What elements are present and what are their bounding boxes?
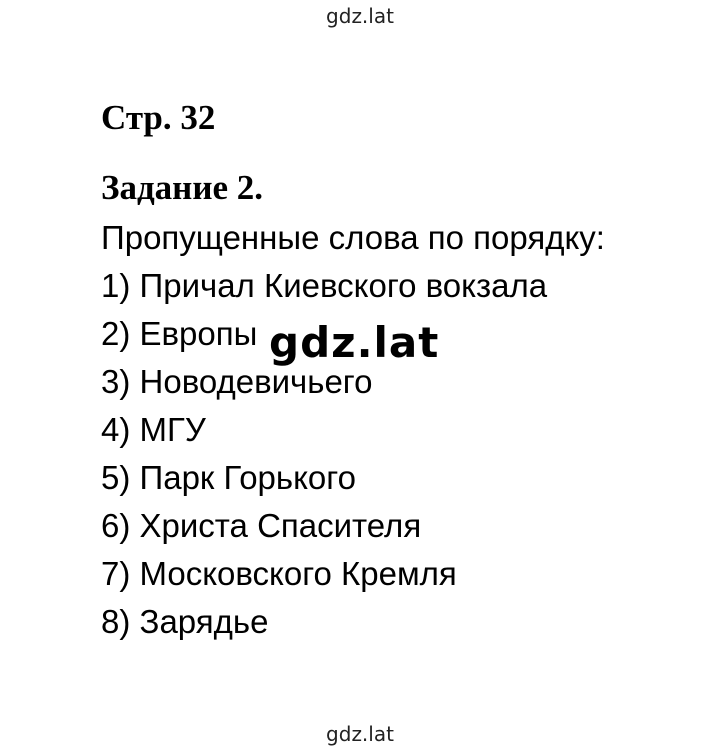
answer-item-7: 7) Московского Кремля bbox=[101, 555, 457, 592]
answer-item-6: 6) Христа Спасителя bbox=[101, 507, 422, 544]
intro-text: Пропущенные слова по порядку: bbox=[101, 219, 605, 256]
answer-item-2: 2) Европы bbox=[101, 315, 258, 352]
watermark-bottom: gdz.lat bbox=[326, 722, 394, 746]
answer-item-4: 4) МГУ bbox=[101, 411, 206, 448]
answer-item-1: 1) Причал Киевского вокзала bbox=[101, 267, 548, 304]
page-reference: Стр. 32 bbox=[101, 98, 216, 137]
answer-item-5: 5) Парк Горького bbox=[101, 459, 356, 496]
watermark-top: gdz.lat bbox=[326, 4, 394, 28]
answer-block bbox=[101, 214, 605, 646]
answer-item-8: 8) Зарядье bbox=[101, 603, 269, 640]
task-title: Задание 2. bbox=[101, 168, 264, 207]
watermark-middle: gdz.lat bbox=[269, 318, 440, 367]
answer-item-3: 3) Новодевичьего bbox=[101, 363, 373, 400]
